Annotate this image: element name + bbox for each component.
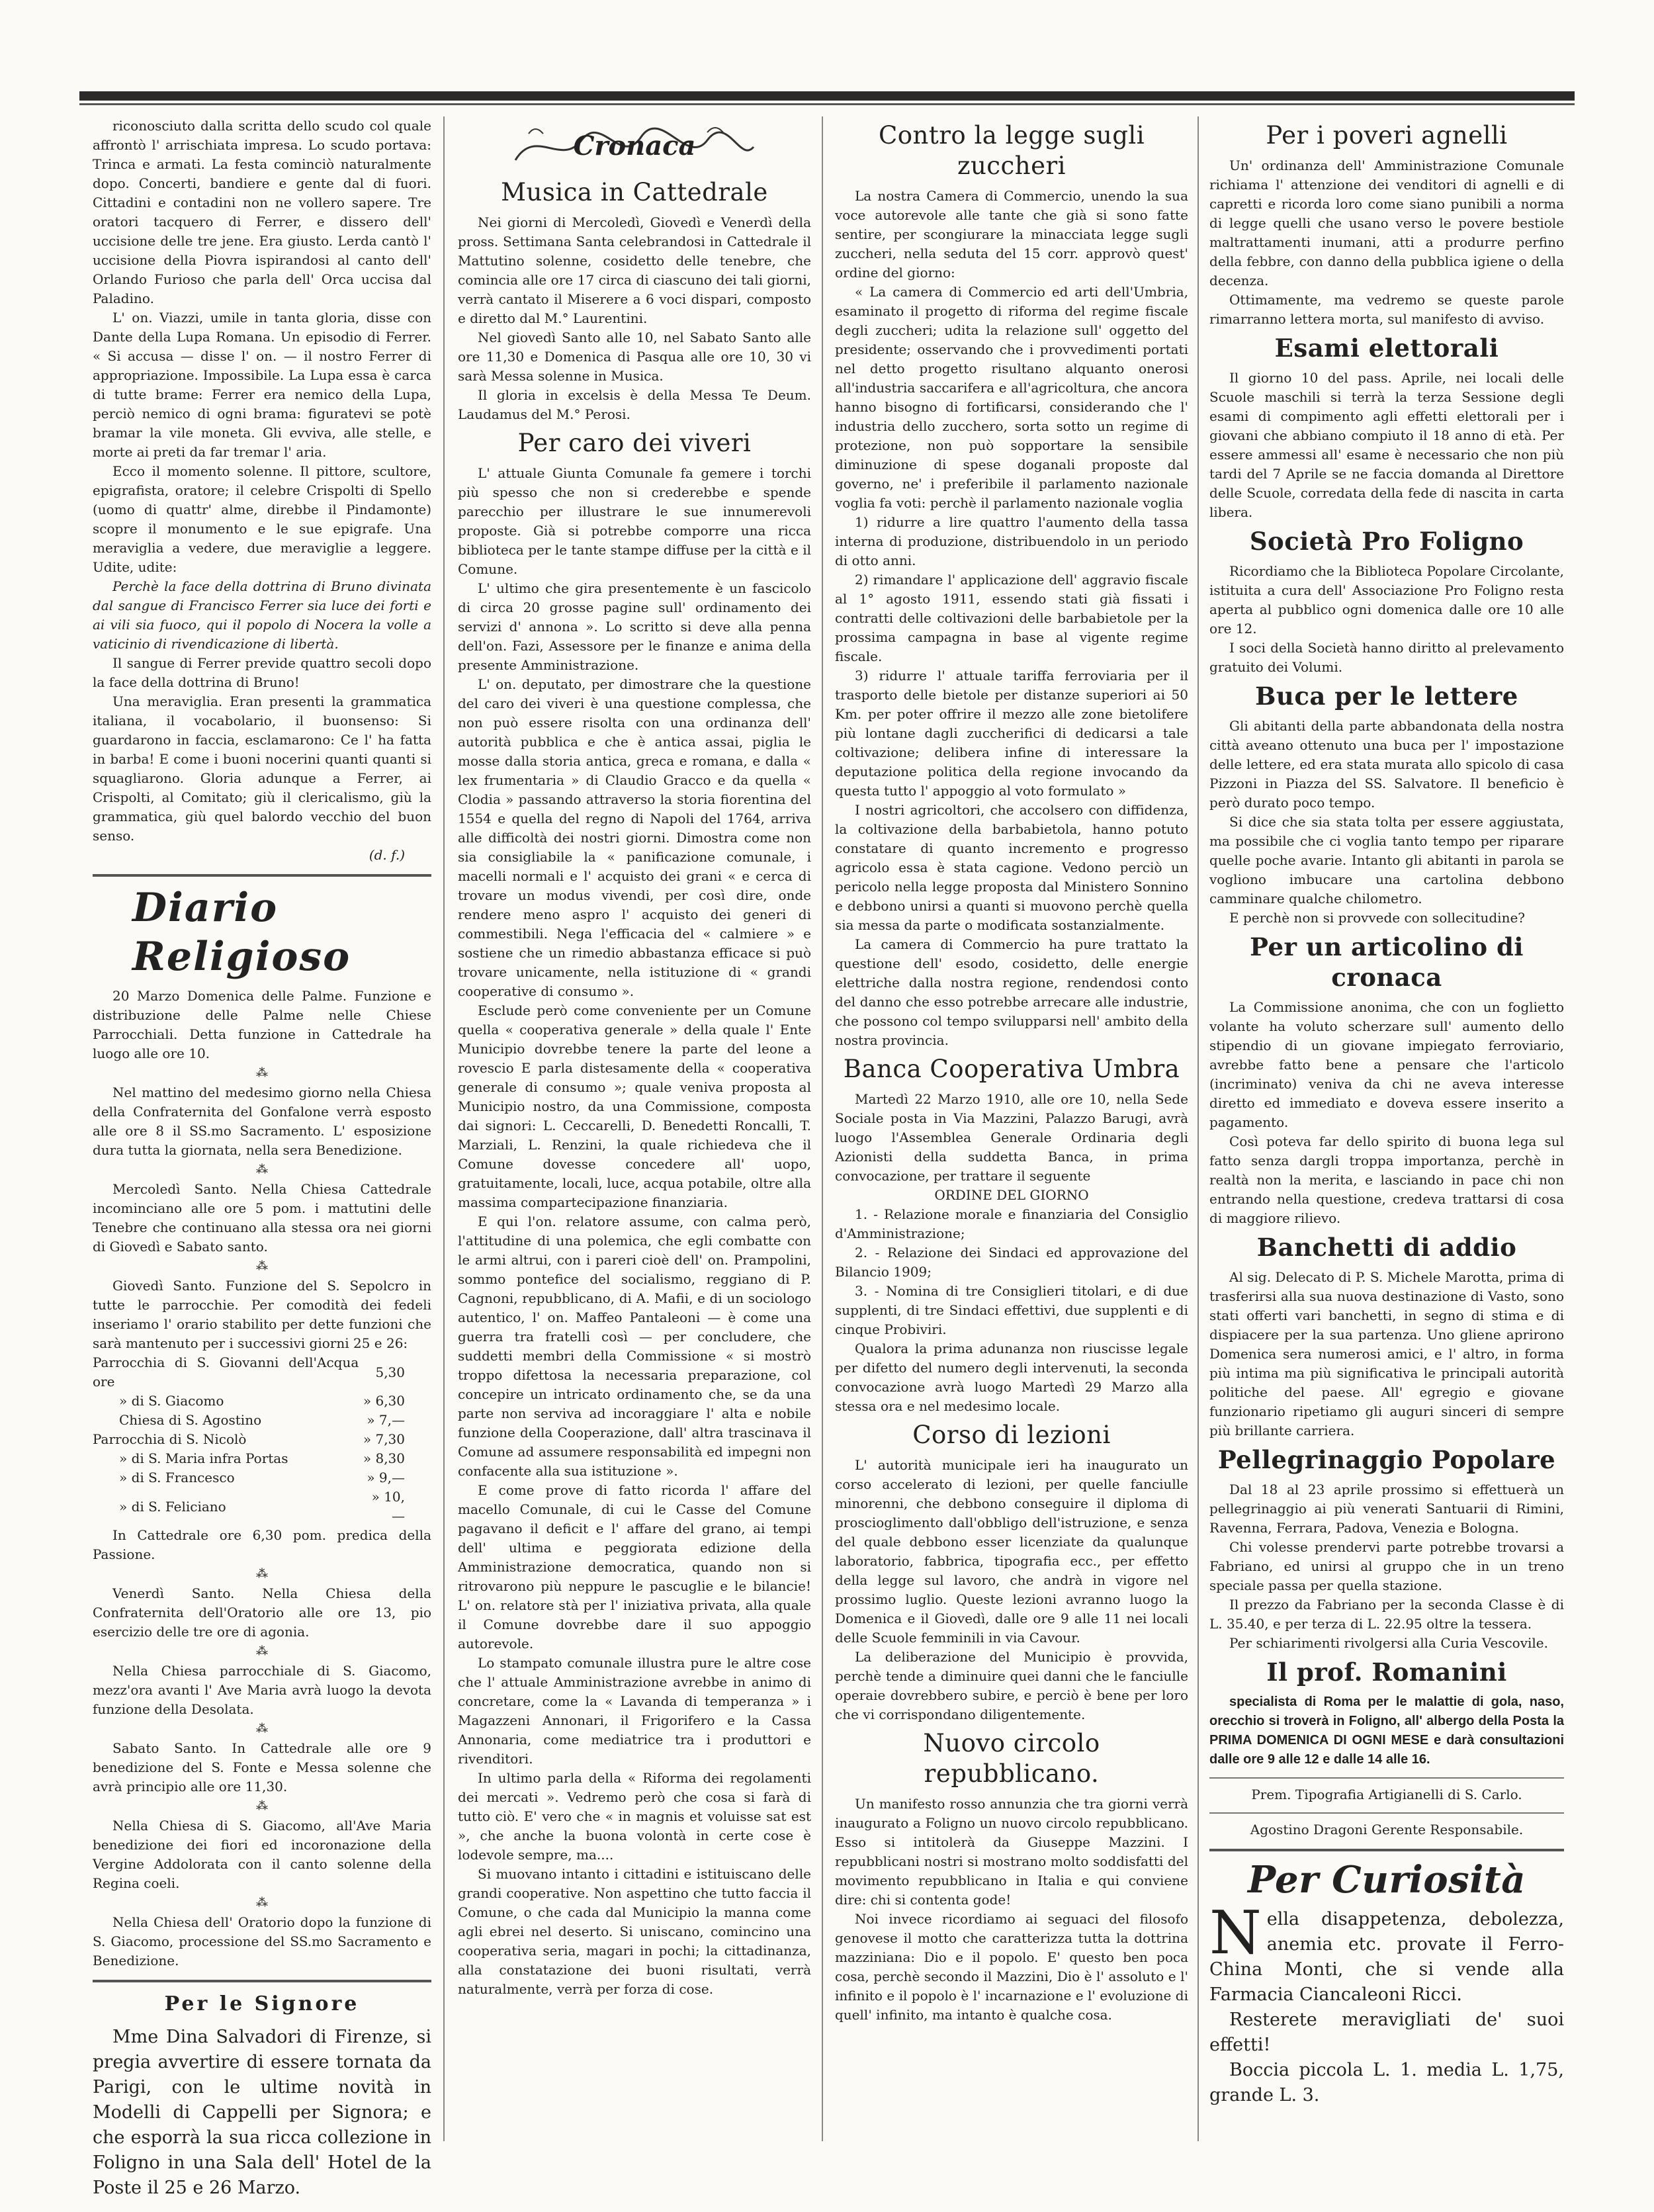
paragraph: 3) ridurre l' attuale tariffa ferroviaria per il trasporto delle bietole per distanze superiori ai 50 Km. per poter offrire il mezzo alle zone bietolifere più lontane dagli zuccherifici di dedicarsi a tale coltivazione; delibera infine di interessare la deputazione politica della regione invocando da questa tutto l' appoggio al voto formulato » [835, 668, 1188, 799]
paragraph: I nostri agricoltori, che accolsero con diffidenza, la coltivazione della barbabietola, hanno potuto constatare di quanto incremento e progresso agricolo essa è stata cagione. Vedono perciò un pericolo nella legge proposta dal Ministero Sonnino e debbono unirsi a quanti si muovono perchè quella sia messa da parte o modificata sostanzialmente. [835, 802, 1188, 933]
schedule-time: » 7,30 [363, 1431, 405, 1447]
column-3 [830, 116, 1194, 2141]
table-row [93, 1468, 431, 1487]
paragraph: Nei giorni di Mercoledì, Giovedì e Venerdì della pross. Settimana Santa celebrandosi in Cattedrale il Mattutino solenne, cosidetto delle tenebre, che comincia alle ore 17 circa di ciascuno dei tali giorni, verrà cantato il Miserere a 6 voci dispari, composto e diretto dal M.° Laurentini. [458, 214, 811, 326]
paragraph: Al sig. Delecato di P. S. Michele Marotta, prima di trasferirsi alla sua nuova destinazione di Vasto, sono stati offerti vari banchetti, in segno di stima e di dispiacere per la sua partenza. Uno gliene aprirono Domenica sera numerosi amici, e l' altro, in forma più intima ma più significativa le principali autorità politiche del paese. All' egregio e giovane funzionario ripetiamo gli auguri sinceri di sempre più brillante carriera. [1209, 1269, 1564, 1438]
advertisement-text: Boccia piccola L. 1. media L. 1,75, grande L. 3. [1209, 2060, 1564, 2105]
column-2 [453, 116, 816, 2141]
agnelli-heading: Per i poveri agnelli [1266, 121, 1508, 150]
paragraph: riconosciuto dalla scritta dello scudo col quale affrontò l' arrischiata impresa. Lo scudo portava: Trinca e armati. La festa cominciò naturalmente dopo. Concerti, bandiere e gente dal di fuori. Cittadini e contadini non ne vollero sapere. Tre oratori tacquero di Ferrer, e dissero dell' uccisione delle tre jene. Era giusto. Lerda cantò l' uccisione della Piovra ispirandosi al canto dell' Orlando Furioso che parla dell' Orca uccisa dal Paladino. [93, 118, 431, 306]
paragraph: L' on. deputato, per dimostrare che la questione del caro dei viveri è una questione complessa, che non può essere risolta con una ordinanza dell' autorità pubblica e che è antica assai, piglia le mosse dalla storia antica, greca e romana, e dalla « lex frumentaria » di Claudio Gracco e da quella « Clodia » passando attraverso la storia fiorentina del 1554 e quella del regno di Napoli del 1764, arriva alle difficoltà dei nostri giorni. Dimostra come non sia consigliabile la « panificazione comunale, i macelli normali e l' acquisto dei grani « e cerca di trovare un modus vivendi, per così dire, onde rendere meno aspro l' acquisto dei generi di commestibili. Nega l'efficacia del « calmiere » e sostiene che un rimedio abbastanza efficace si può trovare unicamente, nella istituzione di « grandi cooperative di consumo ». [458, 676, 811, 999]
paragraph: E qui l'on. relatore assume, con calma però, l'attitudine di una polemica, che egli combatte con le armi altrui, con i pareri cioè dell' on. Prampolini, sommo pontefice del socialismo, reggiano di P. Cagnoni, repubblicano, di A. Mafii, e di un sociologo autentico, l' on. Maffeo Pantaleoni — è come una guerra tra fratelli così — per concludere, che suddetti membri della Commissione « si mostrò troppo difettosa la necessaria preparazione, col concepire un intricato ordinamento che, se da una parte non serviva ad incoraggiare l' alta e nobile funzione della Cooperazione, dall' altra trascinava il Comune ad assumere responsabilità ed impegni non confacente alla sua istituzione ». [458, 1214, 811, 1479]
paragraph: La camera di Commercio ha pure trattato la questione dell' esodo, cosidetto, delle energie elettriche dalla nostra regione, rendendosi conto del danno che esso potrebbe arrecare alle industrie, che possono col tempo svilupparsi nell' ambito della nostra provincia. [835, 936, 1188, 1048]
paragraph: La nostra Camera di Commercio, unendo la sua voce autorevole alle tante che già si sono fatte sentire, per scongiurare la minacciata legge sugli zuccheri, nella seduta del 15 corr. approvò quest' ordine del giorno: [835, 188, 1188, 281]
romanini-heading: Il prof. Romanini [1266, 1658, 1507, 1687]
table-row [93, 1392, 431, 1411]
ad-body: ella disappetenza, debolezza, anemia etc. provate il Ferro-China Monti, che si vende alla Farmacia Ciancaleoni Ricci. [1209, 1909, 1564, 2005]
schedule-table [93, 1353, 431, 1526]
top-rule [79, 91, 1575, 101]
advertisement-text [1209, 1898, 1564, 2008]
gerente-credit: Agostino Dragoni Gerente Responsabile. [1250, 1822, 1524, 1837]
paragraph: 1) ridurre a lire quattro l'aumento della tassa interna di produzione, distribuendolo in un periodo di otto anni. [835, 514, 1188, 568]
schedule-place: » di S. Giacomo [119, 1393, 224, 1409]
column-rule [822, 116, 823, 2141]
schedule-time: » 10,— [371, 1489, 405, 1524]
paragraph: Nella Chiesa di S. Giacomo, all'Ave Maria benedizione dei fiori ed incoronazione della Vergine Addolorata con il canto solenne della Regina coeli. [93, 1818, 431, 1891]
corso-heading: Corso di lezioni [912, 1421, 1111, 1449]
paragraph: Così poteva far dello spirito di buona lega sul fatto senza dargli troppa importanza, perchè in realtà non la merita, e lasciando in pace chi non entrando nella questione, credeva trattarsi di cosa di maggiore rilievo. [1209, 1133, 1564, 1226]
advertisement-text: Mme Dina Salvadori di Firenze, si pregia avvertire di essere tornata da Parigi, con le ultime novità in Modelli di Cappelli per Signora; e che esporrà la sua ricca collezione in Foligno in una Sala dell' Hotel de la Poste il 25 e 26 Marzo. [93, 2027, 431, 2198]
divider [1209, 1777, 1564, 1779]
asterism: ⁂ [256, 1066, 268, 1080]
articolino-heading: Per un articolino di cronaca [1250, 932, 1524, 992]
societa-heading: Società Pro Foligno [1249, 527, 1524, 556]
schedule-place: Chiesa di S. Agostino [119, 1412, 262, 1428]
paragraph: Venerdì Santo. Nella Chiesa della Confraternita dell'Oratorio alle ore 13, pio esercizio delle tre ore di agonia. [93, 1585, 431, 1640]
paragraph: Mercoledì Santo. Nella Chiesa Cattedrale incominciano alle ore 5 pom. i mattutini delle Tenebre che continuano alla stessa ora nei giorni di Giovedì e Sabato santo. [93, 1181, 431, 1255]
table-row [93, 1353, 431, 1392]
schedule-place: » di S. Francesco [119, 1470, 235, 1485]
drop-cap: N [1209, 1898, 1262, 1968]
buca-heading: Buca per le lettere [1255, 682, 1518, 711]
paragraph: « La camera di Commercio ed arti dell'Umbria, esaminato il progetto di riforma del regime fiscale degli zuccheri; udita la relazione sull' oggetto del presidente; osservando che i provvedimenti portati nel detto progetto risultano alquanto onerosi all'industria saccarifera e all'agricoltura, che ancora hanno bisogno di fortificarsi, considerando che l' industria dello zucchero, sorta sotto un regime di protezione, non può sopportare la sensibile diminuzione di spese doganali proposte dal governo, ne' i preferibile il parlamento nazionale voglia fa voti: perchè il parlamento nazionale voglia [835, 284, 1188, 511]
paragraph: Ecco il momento solenne. Il pittore, scultore, epigrafista, oratore; il celebre Crispolti di Spello (uomo di quattr' alme, direbbe il Pindamonte) scopre il monumento e le sue epigrafe. Una meraviglia a vedere, due meraviglie a leggere. Udite, udite: [93, 463, 431, 575]
schedule-time: » 9,— [367, 1470, 405, 1485]
section-divider [93, 1980, 431, 1982]
column-1 [87, 116, 437, 2198]
paragraph: Chi volesse prendervi parte potrebbe trovarsi a Fabriano, ed unirsi al gruppo che in un treno speciale passa per quella stazione. [1209, 1539, 1564, 1593]
paragraph: In ultimo parla della « Riforma dei regolamenti dei mercati ». Vedremo però che cosa si farà di tutto ciò. E' vero che « in magnis et voluisse sat est », che anche la buona volontà in certe cose è lodevole sempre, ma.... [458, 1770, 811, 1863]
paragraph: Il giorno 10 del pass. Aprile, nei locali delle Scuole maschili si terrà la terza Sessione degli esami di compimento agli effetti elettorali per i giovani che abbiano compiuto il 18 anno di età. Per essere ammessi all' esame è necessario che non più tardi del 7 Aprile se ne faccia domanda al Direttore delle Scuole, corredata della fede di nascita in carta libera. [1209, 370, 1564, 520]
paragraph: In Cattedrale ore 6,30 pom. predica della Passione. [93, 1527, 431, 1562]
paragraph: Un' ordinanza dell' Amministrazione Comunale richiama l' attenzione dei venditori di agnelli e di capretti e ricorda loro come siano punibili a norma di legge quelli che usano verso le povere bestiole maltrattamenti inumani, atti a produrre perfino della febbre, con danno della pubblica igiene o della decenza. [1209, 157, 1564, 288]
column-rule [1197, 116, 1199, 2141]
zuccheri-heading: Contro la legge sugli zuccheri [878, 121, 1145, 180]
paragraph: E perchè non si provvede con sollecitudine? [1229, 910, 1526, 926]
paragraph: La deliberazione del Municipio è provvida, perchè tende a diminuire quei danni che le fanciulle operaie dovrebbero subire, e perciò è bene per loro che vi corrispondano diligentemente. [835, 1649, 1188, 1722]
asterism: ⁂ [256, 1644, 268, 1658]
paragraph: 2) rimandare l' applicazione dell' aggravio fiscale al 1° agosto 1911, essendo stati già fissati i contratti delle coltivazioni delle barbabietole per la prossima campagna in base al vigente regime fiscale. [835, 572, 1188, 664]
paragraph: Lo stampato comunale illustra pure le altre cose che l' attuale Amministrazione avrebbe in animo di concretare, come la « Lavanda di temperanza » i Magazzeni Annonari, il Frigorifero e la Cassa Annonaria, come mediatrice tra i produttori e rivenditori. [458, 1655, 811, 1767]
per-le-signore-heading: Per le Signore [164, 1992, 360, 2015]
table-row [93, 1411, 431, 1430]
paragraph: Il prezzo da Fabriano per la seconda Classe è di L. 35.40, e per terza di L. 22.95 oltre la tessera. [1209, 1597, 1564, 1632]
paragraph: Nel mattino del medesimo giorno nella Chiesa della Confraternita del Gonfalone verrà esposto alle ore 8 il SS.mo Sacramento. L' esposizione dura tutta la giornata, nella sera Benedizione. [93, 1084, 431, 1158]
schedule-place: Parrocchia di S. Nicolò [93, 1431, 247, 1447]
paragraph: Martedì 22 Marzo 1910, alle ore 10, nella Sede Sociale posta in Via Mazzini, Palazzo Barugi, avrà luogo l'Assemblea Generale Ordinaria degli Azionisti della suddetta Banca, in prima convocazione, per trattare il seguente [835, 1091, 1188, 1184]
paragraph: I soci della Società hanno diritto al prelevamento gratuito dei Volumi. [1209, 640, 1564, 675]
paragraph: Il gloria in excelsis è della Messa Te Deum. Laudamus del M.° Perosi. [458, 387, 811, 422]
schedule-time: » 7,— [367, 1412, 405, 1428]
paragraph: Dal 18 al 23 aprile prossimo si effettuerà un pellegrinaggio ai più venerati Santuarii di Rimini, Ravenna, Ferrara, Padova, Venezia e Bologna. [1209, 1482, 1564, 1536]
logo-text: Cronaca [573, 130, 696, 161]
section-divider [1209, 1849, 1564, 1851]
asterism: ⁂ [256, 1163, 268, 1176]
asterism: ⁂ [256, 1799, 268, 1813]
paragraph: 20 Marzo Domenica delle Palme. Funzione e distribuzione delle Palme nelle Chiese Parrocchiali. Detta funzione in Cattedrale ha luogo alle ore 10. [93, 988, 431, 1061]
paragraph: L' autorità municipale ieri ha inaugurato un corso accelerato di lezioni, per quelle fanciulle minorenni, che debbono conseguire il diploma di proscioglimento dall'obbligo dell'istruzione, e senza del quale debbono esser licenziate da qualunque laboratorio, fabbrica, tipografia ecc., per effetto della legge sul lavoro, che andrà in vigore nel prossimo luglio. Queste lezioni avranno luogo la Domenica e il Giovedì, dalle ore 9 alle 11 nei locali delle Scuole femminili in via Cavour. [835, 1457, 1188, 1646]
asterism: ⁂ [256, 1567, 268, 1581]
paragraph: Sabato Santo. In Cattedrale alle ore 9 benedizione del S. Fonte e Messa solenne che avrà principio alle ore 11,30. [93, 1740, 431, 1794]
asterism: ⁂ [256, 1259, 268, 1273]
column-4 [1204, 116, 1569, 2141]
table-row [93, 1449, 431, 1468]
divider [1209, 1812, 1564, 1814]
paragraph: Noi invece ricordiamo ai seguaci del filosofo genovese il motto che caratterizza tutta la dottrina mazziniana: Dio e il popolo. E' questo ben poca cosa, perchè secondo il Mazzini, Dio è l' assoluto e l' infinito e il popolo è l' incarnazione e l' evoluzione di quell' infinito, ma intanto è qualche cosa. [835, 1911, 1188, 2023]
table-row [93, 1487, 431, 1526]
order-of-day-label: ORDINE DEL GIORNO [934, 1187, 1089, 1203]
column-rule [443, 116, 445, 2141]
circolo-heading: Nuovo circolo repubblicano. [923, 1729, 1100, 1788]
paragraph: Per schiarimenti rivolgersi alla Curia Vescovile. [1229, 1635, 1548, 1651]
viveri-heading: Per caro dei viveri [517, 429, 752, 457]
paragraph: E come prove di fatto ricorda l' affare del macello Comunale, di cui le Casse del Comune pagavano il deficit e l' affare del grano, ai tempi dell' ultima e peggiorata edizione della Amministrazione democratica, quando non si ritrovarono più neppure le pascuglie e le bilancie! L' on. relatore stà per l' iniziativa privata, alla quale il Comune dovrebbe dare il suo appoggio autorevole. [458, 1482, 811, 1652]
top-rule-thin [79, 103, 1575, 105]
advertisement-text: Resterete meravigliati de' suoi effetti! [1209, 2010, 1564, 2055]
paragraph: Qualora la prima adunanza non riuscisse legale per difetto del numero degli intervenuti, la seconda convocazione avrà luogo Martedì 29 Marzo alla stessa ora e nel medesimo locale. [835, 1341, 1188, 1414]
banchetti-heading: Banchetti di addio [1256, 1233, 1517, 1262]
esami-heading: Esami elettorali [1274, 333, 1499, 363]
paragraph: Nella Chiesa parrocchiale di S. Giacomo, mezz'ora avanti l' Ave Maria avrà luogo la devota funzione della Desolata. [93, 1663, 431, 1717]
asterism: ⁂ [256, 1722, 268, 1736]
paragraph: Ottimamente, ma vedremo se queste parole rimarranno lettera morta, sul manifesto di avviso. [1209, 292, 1564, 327]
paragraph: L' attuale Giunta Comunale fa gemere i torchi più spesso che non si crederebbe e spende parecchio per illustrare le sue innumerevoli proposte. Già si potrebbe comporre una ricca biblioteca per le tante stampe diffuse per la città e il Comune. [458, 465, 811, 577]
paragraph: Un manifesto rosso annunzia che tra giorni verrà inaugurato a Foligno un nuovo circolo repubblicano. Esso si intitolerà da Giuseppe Mazzini. I repubblicani nostri si mostrano molto soddisfatti del movimento repubblicano in Italia e qui conviene dire: chi si contenta gode! [835, 1796, 1188, 1908]
advertisement-text: specialista di Roma per le malattie di gola, naso, orecchio si troverà in Foligno, all' albergo della Posta la PRIMA DOMENICA DI OGNI MESE e darà consultazioni dalle ore 9 alle 12 e dalle 14 alle 16. [1209, 1695, 1564, 1767]
paragraph: Nel giovedì Santo alle 10, nel Sabato Santo alle ore 11,30 e Domenica di Pasqua alle ore 10, 30 vi sarà Messa solenne in Musica. [458, 330, 811, 384]
banca-heading: Banca Cooperativa Umbra [843, 1055, 1180, 1083]
schedule-time: 5,30 [375, 1364, 405, 1380]
paragraph: Si dice che sia stata tolta per essere aggiustata, ma possibile che ci voglia tanto tempo per riparare quelle poche avarie. Intanto gli abitanti in parola se vogliono imbucare una cartolina debbono camminare qualche chilometro. [1209, 814, 1564, 907]
paragraph: L' ultimo che gira presentemente è un fascicolo di circa 20 grosse pagine sull' ordinamento dei servizi d' annona ». Lo scritto si deve alla penna dell'on. Fazi, Assessore per le finanze e anima della presente Amministrazione. [458, 580, 811, 673]
paragraph: Una meraviglia. Eran presenti la grammatica italiana, il vocabolario, il buonsenso: Si guardarono in faccia, esclamarono: Ce l' ha fatta in barba! E come i buoni nocerini quanti quanti si squagliarono. Gloria adunque a Ferrer, ai Crispolti, al Comitato; giù il clericalismo, giù la grammatica, giù quel balordo vecchio del buon senso. [93, 693, 431, 844]
schedule-place: Parrocchia di S. Giovanni dell'Acqua ore [93, 1354, 359, 1390]
paragraph: Giovedì Santo. Funzione del S. Sepolcro in tutte le parrocchie. Per comodità dei fedeli inseriamo l' orario stabilito per dette funzioni che sarà mantenuto per i successivi giorni 25 e 26: [93, 1278, 431, 1351]
asterism: ⁂ [256, 1896, 268, 1910]
section-divider [93, 874, 431, 877]
paragraph: La Commissione anonima, che con un foglietto volante ha voluto scherzare sull' aumento dello stipendio di un giovane impiegato ferroviario, avrebbe fatto bene a pensare che l'articolo (incriminato) veniva da chi ne aveva interesse diretto ed immediato e doveva essere inserito a pagamento. [1209, 999, 1564, 1130]
paragraph: Nella Chiesa dell' Oratorio dopo la funzione di S. Giacomo, processione del SS.mo Sacramento e Benedizione. [93, 1914, 431, 1969]
paragraph: Esclude però come conveniente per un Comune quella « cooperativa generale » della quale l' Ente Municipio dovrebbe tenere la parte del leone a rovescio E parla distesamente della « cooperativa generale di consumo »; quale veniva proposta al Municipio nostro, da una Commissione, composta dai signori: L. Ceccarelli, D. Benedetti Roncalli, T. Marziali, L. Renzini, la quale richiedeva che il Comune dovesse concedere all' uopo, gratuitamente, locali, luce, acqua potabile, oltre alla massima compartecipazione finanziaria. [458, 1002, 811, 1210]
pellegrinaggio-heading: Pellegrinaggio Popolare [1217, 1445, 1556, 1474]
quote-paragraph: Perchè la face della dottrina di Bruno divinata dal sangue di Francisco Ferrer sia luce dei forti e ai vili sia fuoco, qui il popolo di Nocera la volle a vaticinio di rivendicazione di libertà. [93, 578, 431, 652]
paragraph: Si muovano intanto i cittadini e istituiscano delle grandi cooperative. Non aspettino che tutto faccia il Comune, o che cada dal Municipio la manna come agli ebrei nel deserto. Si uniscano, comincino una cooperativa seria, magari in pochi; la cittadinanza, alla constatazione dei buoni risultati, verrà naturalmente, verrà per forza di cose. [458, 1866, 811, 1997]
table-row [93, 1430, 431, 1449]
paragraph: Ricordiamo che la Biblioteca Popolare Circolante, istituita a cura dell' Associazione Pro Foligno resta aperta al pubblico ogni domenica dalle ore 10 alle ore 12. [1209, 563, 1564, 637]
diario-religioso-heading: Diario Religioso [132, 885, 351, 980]
paragraph: 2. - Relazione dei Sindaci ed approvazione del Bilancio 1909; [835, 1245, 1188, 1280]
schedule-place: » di S. Feliciano [119, 1498, 226, 1515]
schedule-place: » di S. Maria infra Portas [119, 1450, 288, 1466]
musica-heading: Musica in Cattedrale [501, 178, 768, 206]
paragraph: Il sangue di Ferrer previde quattro secoli dopo la face della dottrina di Bruno! [93, 655, 431, 690]
curiosita-heading: Per Curiosità [1247, 1858, 1526, 1902]
printer-credit: Prem. Tipografia Artigianelli di S. Carlo. [1251, 1787, 1522, 1802]
paragraph: 1. - Relazione morale e finanziaria del Consiglio d'Amministrazione; [835, 1206, 1188, 1241]
paragraph: Gli abitanti della parte abbandonata della nostra città aveano ottenuto una buca per l' impostazione delle lettere, ed era stata murata allo spicolo di casa Pizzoni in Piazza del SS. Salvatore. Il beneficio è però durato poco tempo. [1209, 718, 1564, 811]
cronaca-masthead-logo [509, 120, 760, 173]
schedule-time: » 6,30 [363, 1393, 405, 1409]
schedule-time: » 8,30 [363, 1450, 405, 1466]
paragraph: L' on. Viazzi, umile in tanta gloria, disse con Dante della Lupa Romana. Un episodio di Ferrer. « Si accusa — disse l' on. — il nostro Ferrer di appropriazione. Impossibile. La Lupa essa è carca di tutte brame: Ferrer era nemico della Lupa, perciò nemico di ogni brama: figuratevi se potè bramar la vile moneta. Gli evviva, alle stelle, e morte ai preti da far tremar l' aria. [93, 310, 431, 460]
paragraph: 3. - Nomina di tre Consiglieri titolari, e di due supplenti, di tre Sindaci effettivi, due supplenti e di cinque Probiviri. [835, 1283, 1188, 1337]
signature: (d. f.) [369, 847, 405, 863]
